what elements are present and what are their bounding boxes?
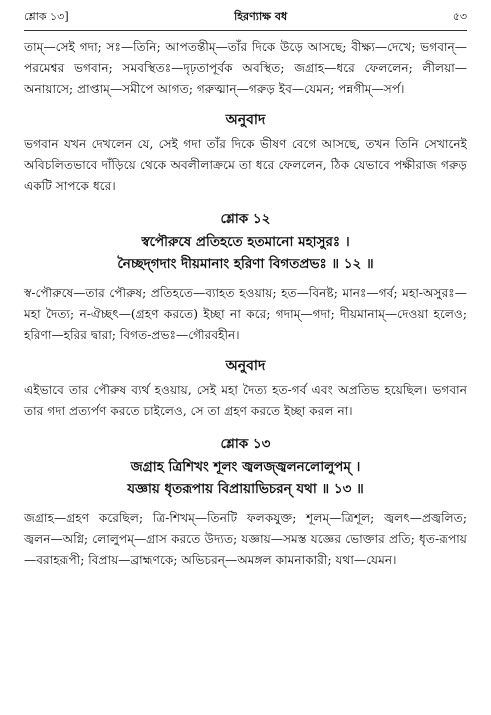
verse-title-13: শ্লোক ১৩ [220, 436, 271, 452]
header-rule [24, 30, 467, 31]
synonyms-paragraph-12: স্ব-পৌরুষে—তার পৌরুষ; প্রতিহতে—ব্যাহত হওয়ায়; হত—বিনষ্ট; মানঃ—গর্ব; মহা-অসুরঃ—মহা দৈত্য; ন-ঐচ্ছৎ—(গ্রহণ করতে) ইচ্ছা না করে; গদাম্‌—গদা; দীয়মানাম্‌—দেওয়া হলেও; হরিণা—হরির দ্বারা; বিগত-প্রভঃ—গৌরবহীন। [24, 286, 467, 342]
synonyms-paragraph-11: তাম্‌—সেই গদা; সঃ—তিনি; আপতন্তীম্‌—তাঁর দিকে উড়ে আসছে; বীক্ষ্য—দেখে; ভগবান্‌—পরমেশ্বর ভগবান; সমবস্থিতঃ—দৃঢ়তাপূর্বক অবস্থিত; জগ্রাহ—ধরে ফেললেন; লীলয়া—অনায়াসে; প্রাপ্তাম্‌—সমীপে আগত; গরুত্মান্‌—গরুড় ইব—যেমন; পন্নগীম্‌—সর্প। [24, 40, 467, 96]
translation-paragraph-11: ভগবান যখন দেখলেন যে, সেই গদা তাঁর দিকে ভীষণ বেগে আসছে, তখন তিনি সেখানেই অবিচলিতভাবে দাঁড়িয়ে থেকে অবলীলাক্রমে তা ধরে ফেললেন, ঠিক যেভাবে পক্ষীরাজ গরুড় একটি সাপকে ধরে। [24, 137, 467, 193]
verse-13-line-1: জগ্রাহ ত্রিশিখং শূলং জ্বলজ্জ্বলনলোলুপম্‌ । [130, 459, 361, 475]
translation-paragraph-12: এইভাবে তার পৌরুষ ব্যর্থ হওয়ায়, সেই মহা দৈত্য হত-গর্ব এবং অপ্রতিভ হয়েছিল। ভগবান তার গদা প্রত্যর্পণ করতে চাইলেও, সে তা গ্রহণ করতে ইচ্ছা করল না। [24, 383, 467, 418]
synonyms-paragraph-13: জগ্রাহ—গ্রহণ করেছিল; ত্রি-শিখম্‌—তিনটি ফলকযুক্ত; শূলম্‌—ত্রিশূল; জ্বলৎ—প্রজ্বলিত; জ্বলন—অগ্নি; লোলুপম্‌—গ্রাস করতে উদ্যত; যজ্ঞায়—সমস্ত যজ্ঞের ভোক্তার প্রতি; ধৃত-রূপায়—বরাহরূপী; বিপ্রায়—ব্রাহ্মণকে; অভিচরন্‌—অমঙ্গল কামনাকারী; যথা—যেমন। [24, 511, 467, 567]
verse-title-12: শ্লোক ১২ [220, 211, 271, 227]
verse-text-12 [24, 231, 467, 275]
verse-12-line-2: নৈচ্ছদ্‌গদাং দীয়মানাং হরিণা বিগতপ্রভঃ ॥ ১২ ॥ [117, 256, 374, 272]
translation-heading-11: অনুবাদ [225, 112, 266, 128]
verse-12-line-1: স্বপৌরুষে প্রতিহতে হতমানো মহাসুরঃ । [141, 234, 350, 250]
verse-text-13 [24, 456, 467, 500]
verse-13-line-2: যজ্ঞায় ধৃতরূপায় বিপ্রায়াভিচরন্‌ যথা ॥ ১৩ ॥ [127, 481, 364, 497]
header-chapter-title: হিরণ্যাক্ষ বধ [234, 10, 288, 23]
running-header [24, 8, 467, 28]
translation-heading-12: অনুবাদ [225, 358, 266, 374]
header-verse-ref: শ্লোক ১৩] [24, 10, 69, 23]
page-number: ৫৩ [452, 10, 467, 23]
